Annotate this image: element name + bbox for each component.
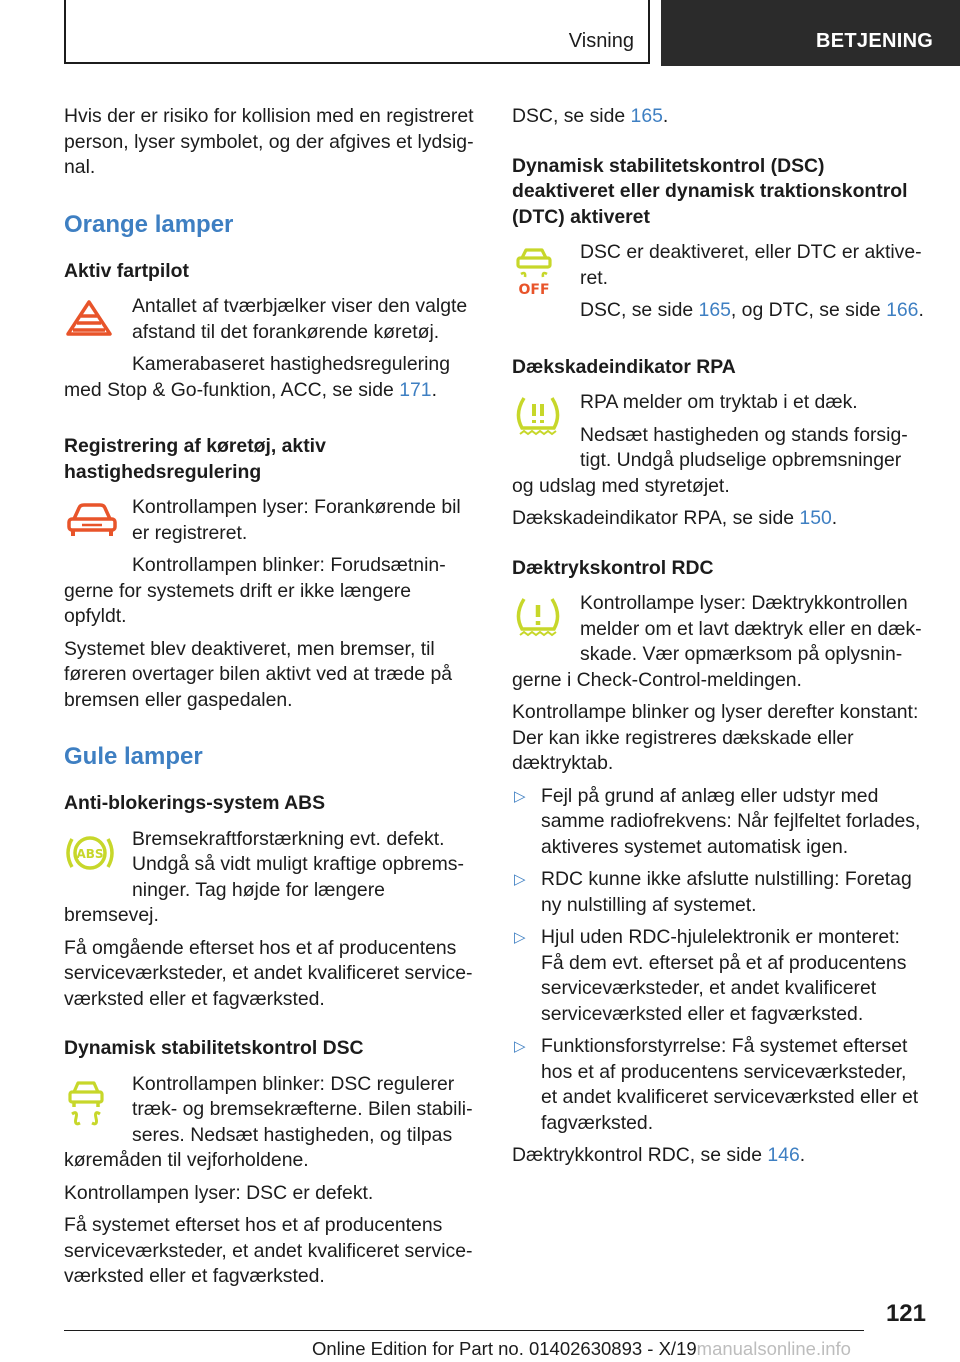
rpa-text-2: Nedsæt hastigheden og stands forsigtigt. Undgå pludselige opbremsninger og udslag med styretøjet.: [512, 423, 908, 497]
rdc-bullet-list: [512, 784, 926, 1137]
rdc-ref-post: .: [799, 1144, 806, 1166]
svg-text:ABS: ABS: [76, 846, 104, 861]
dsc-text-1: Kontrollampen blinker: DSC regulerer træk- og bremsekræfterne. Bilen stabiliseres. Nedsæt hastigheden, og tilpas køremåden til vejforholdene.: [64, 1072, 473, 1171]
fartpilot-ref-text: Kamerabaseret hastighedsregulering med Stop & Go-funktion, ACC, se side: [64, 353, 450, 401]
footer-edition-text: Online Edition for Part no. 01402630893 - X/19: [312, 1338, 697, 1359]
footer: [312, 1338, 851, 1360]
rpa-text-1: RPA melder om tryktab i et dæk.: [580, 391, 858, 413]
rdc-reference: [512, 1143, 926, 1169]
header-section-label: Visning: [568, 30, 634, 52]
rpa-title: Dækskadeindikator RPA: [512, 355, 736, 378]
vehicle-detection-block: [64, 495, 478, 637]
rpa-ref-text: Dækskadeindikator RPA, se side: [512, 507, 800, 529]
abs-block: [64, 827, 478, 936]
abs-text-2: Få omgående efterset hos et af producentens serviceværksteder, et andet kvalificeret serviceværksted eller et fagværksted.: [64, 936, 473, 1010]
page-link-165[interactable]: 165: [698, 299, 731, 321]
dsc-skid-icon: [64, 1072, 132, 1142]
fartpilot-block: [64, 294, 478, 410]
dsc-off-text-1: DSC er deaktiveret, eller DTC er aktiveret.: [580, 241, 922, 289]
dsc-off-ref-post: .: [918, 299, 924, 321]
dsc-ref-text: DSC, se side: [512, 105, 631, 127]
header-chapter-label: BETJENING: [816, 30, 934, 52]
list-item-text: Fejl på grund af anlæg eller udstyr med samme radiofrekvens: Når fejlfeltet forlades, aktiveres systemet automatisk igen.: [541, 784, 921, 858]
triangle-bullet-icon: ▷: [514, 929, 526, 946]
triangle-bullet-icon: ▷: [514, 787, 526, 805]
rpa-reference: [512, 506, 926, 532]
rpa-ref-post: .: [831, 507, 838, 529]
dsc-reference: [512, 104, 926, 130]
rdc-title: Dæktrykskontrol RDC: [512, 556, 714, 579]
dsc-off-icon: [512, 240, 580, 310]
rdc-text-2: Kontrollampe blinker og lyser derefter konstant: Der kan ikke registreres dækskade eller dæktryktab.: [512, 701, 919, 774]
list-item: [512, 1034, 926, 1136]
right-column: [512, 104, 926, 1176]
page-link-146[interactable]: 146: [767, 1144, 800, 1166]
header-chapter-tab: [661, 0, 960, 66]
dsc-title: Dynamisk stabilitetskontrol DSC: [64, 1037, 364, 1059]
vehicle-detection-text-1: Kontrollampen lyser: Forankørende bil er registreret.: [132, 496, 461, 544]
tire-pressure-icon: [512, 591, 580, 661]
footer-divider: [64, 1330, 864, 1331]
footer-watermark: manualsonline.info: [696, 1338, 851, 1359]
distance-bars-icon: [64, 294, 132, 364]
list-item: [512, 867, 926, 918]
vehicle-detection-text-3: Systemet blev deaktiveret, men bremser, til føreren overtager bilen aktivt ved at træde på bremsen eller gaspedalen.: [64, 637, 453, 711]
abs-icon: [64, 827, 132, 897]
fartpilot-text-1: Antallet af tværbjælker viser den valgte afstand til det forankørende køretøj.: [132, 295, 468, 343]
tire-warning-icon: [512, 390, 580, 460]
list-item-text: RDC kunne ikke afslutte nulstilling: Foretag ny nulstilling af systemet.: [541, 868, 912, 916]
list-item: [512, 784, 926, 861]
fartpilot-title: Aktiv fartpilot: [64, 259, 189, 282]
dsc-text-3: Få systemet efterset hos et af producentens serviceværksteder, et andet kvalificeret serviceværksted eller et fagværksted.: [64, 1214, 473, 1287]
svg-text:OFF: OFF: [518, 282, 550, 298]
dsc-off-ref-text: DSC, se side: [580, 299, 699, 321]
fartpilot-text-2: Kamerabaseret hastighedsregulering med Stop & Go-funktion, ACC, se side 171.: [64, 353, 450, 401]
rdc-block: [512, 591, 926, 700]
triangle-bullet-icon: ▷: [514, 1038, 526, 1055]
dsc-text-2: Kontrollampen lyser: DSC er defekt.: [64, 1181, 374, 1204]
page-number: 121: [885, 1300, 926, 1327]
dsc-ref-post: .: [662, 105, 669, 127]
abs-title: Anti-blokerings-system ABS: [64, 792, 326, 814]
page-link-171[interactable]: 171: [399, 378, 432, 401]
intro-text: Hvis der er risiko for kollision med en registreret person, lyser symbolet, og der afgives et lydsignal.: [64, 105, 474, 178]
page-link-150[interactable]: 150: [799, 507, 832, 529]
dsc-block: [64, 1072, 478, 1181]
page-link-166[interactable]: 166: [886, 299, 919, 321]
vehicle-detection-text-2: Kontrollampen blinker: Forudsætningerne for systemets drift er ikke længere opfyldt.: [64, 554, 446, 627]
rpa-block: [512, 390, 926, 506]
page-header: [0, 0, 960, 66]
header-section-tab: [64, 0, 650, 64]
dsc-off-block: [512, 240, 926, 331]
triangle-bullet-icon: ▷: [514, 871, 526, 888]
list-item-text: Hjul uden RDC-hjulelektronik er monteret: Få dem evt. efterset på et af producentens serviceværksteder, et andet kvalificeret serviceværksted eller et fagværksted.: [541, 926, 907, 1025]
dsc-off-title: Dynamisk stabilitetskontrol (DSC) deaktiveret eller dynamisk traktionskontrol (DTC) aktiveret: [512, 154, 908, 228]
list-item: [512, 925, 926, 1027]
dsc-off-ref-mid: , og DTC, se side: [730, 299, 887, 321]
vehicle-detection-title: Registrering af køretøj, aktiv hastighedsregulering: [64, 435, 326, 483]
rdc-ref-text: Dæktrykkontrol RDC, se side: [512, 1144, 768, 1166]
abs-text-1: Bremsekraftforstærkning evt. defekt. Undgå så vidt muligt kraftige opbremsninger. Tag højde for længere bremsevej.: [64, 827, 464, 926]
yellow-lamps-heading: Gule lamper: [64, 743, 203, 770]
page-link-165[interactable]: 165: [630, 105, 663, 127]
car-ahead-icon: [64, 495, 132, 565]
rdc-text-1: Kontrollampe lyser: Dæktrykkontrollen melder om et lavt dæktryk eller en dækskade. Vær opmærksom på oplysningerne i Check-Control-meldingen.: [512, 592, 922, 691]
left-column: [64, 104, 478, 1297]
orange-lamps-heading: Orange lamper: [64, 210, 234, 238]
list-item-text: Funktionsforstyrrelse: Få systemet efterset hos et af producentens serviceværksteder, et andet kvalificeret serviceværksted eller et fagværksted.: [541, 1035, 919, 1134]
